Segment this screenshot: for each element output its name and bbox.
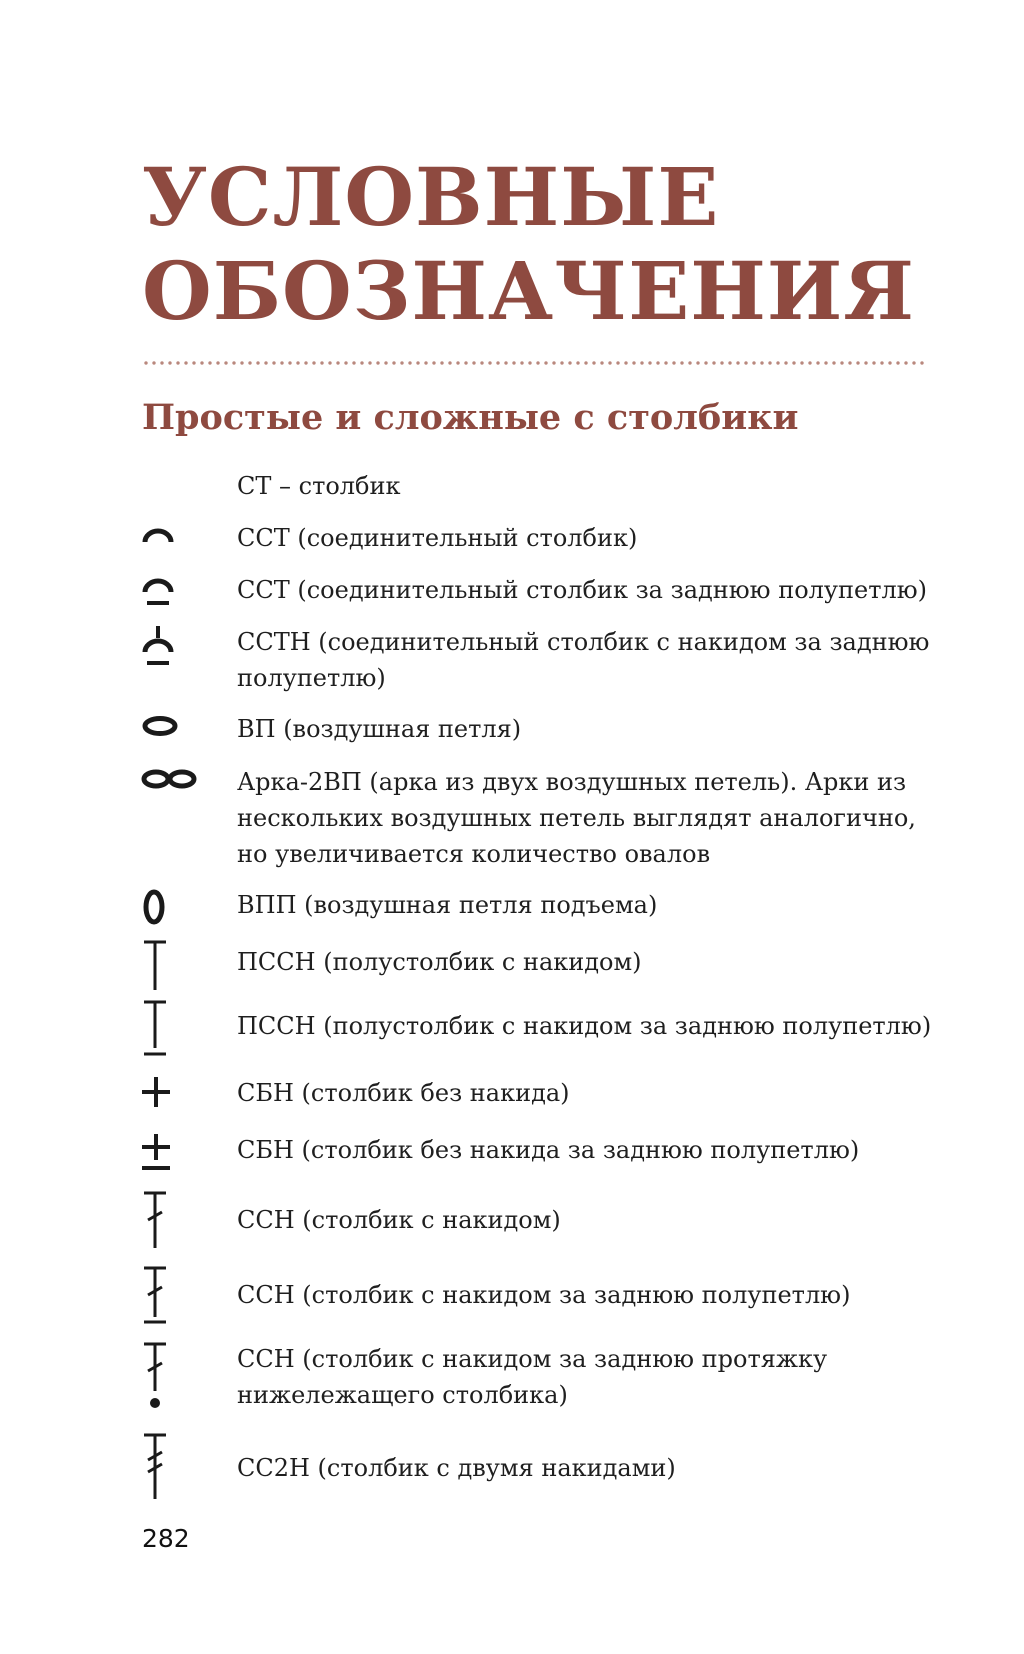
chain-stitch-icon (140, 711, 184, 741)
legend-item-label: ССТ (соединительный столбик за заднюю полупетлю) (237, 576, 927, 604)
single-crochet-back-loop-icon (140, 1132, 174, 1172)
slip-stitch-yarn-over-back-loop-icon (140, 624, 180, 668)
double-crochet-icon (140, 1190, 170, 1250)
legend-item-label: ВП (воздушная петля) (237, 715, 522, 743)
legend-item-label: ПССН (полустолбик с накидом за заднюю полупетлю) (237, 1012, 932, 1040)
slip-stitch-icon (140, 520, 180, 550)
legend-item-label: СБН (столбик без накида) (237, 1079, 570, 1107)
legend-item-label: Арка-2ВП (арка из двух воздушных петель). Арки из нескольких воздушных петель выглядят аналогично, но увеличивается количество овалов (237, 768, 916, 868)
legend-item-label: СС2Н (столбик с двумя накидами) (237, 1454, 676, 1482)
page-number: 282 (142, 1524, 190, 1553)
treble-crochet-icon (140, 1432, 170, 1502)
single-crochet-icon (140, 1075, 174, 1109)
legend-item-label: ССТ (соединительный столбик) (237, 524, 638, 552)
legend-item-label: ССТН (соединительный столбик с накидом за заднюю полупетлю) (237, 628, 930, 692)
slip-stitch-back-loop-icon (140, 572, 180, 608)
half-double-crochet-icon (140, 938, 170, 994)
legend-item-label: СБН (столбик без накида за заднюю полупетлю) (237, 1136, 860, 1164)
double-crochet-back-loop-icon (140, 1265, 170, 1325)
arch-two-chains-icon (140, 764, 204, 794)
double-crochet-back-post-icon (140, 1341, 170, 1411)
page-title-line-2: ОБОЗНАЧЕНИЯ (142, 244, 915, 338)
legend-item-label: ССН (столбик с накидом за заднюю протяжку нижележащего столбика) (237, 1345, 828, 1409)
page-title-line-1: УСЛОВНЫЕ (142, 150, 720, 244)
turning-chain-icon (140, 887, 170, 927)
page-title (142, 150, 915, 338)
legend-item-label: СТ – столбик (237, 472, 401, 500)
legend-item-label: ПССН (полустолбик с накидом) (237, 948, 642, 976)
legend-item-label: ССН (столбик с накидом за заднюю полупетлю) (237, 1281, 851, 1309)
legend-item-label: ССН (столбик с накидом) (237, 1206, 561, 1234)
half-double-crochet-back-loop-icon (140, 998, 170, 1058)
section-heading: Простые и сложные с столбики (142, 397, 799, 438)
legend-item-label: ВПП (воздушная петля подъема) (237, 891, 658, 919)
dotted-divider (142, 361, 926, 365)
